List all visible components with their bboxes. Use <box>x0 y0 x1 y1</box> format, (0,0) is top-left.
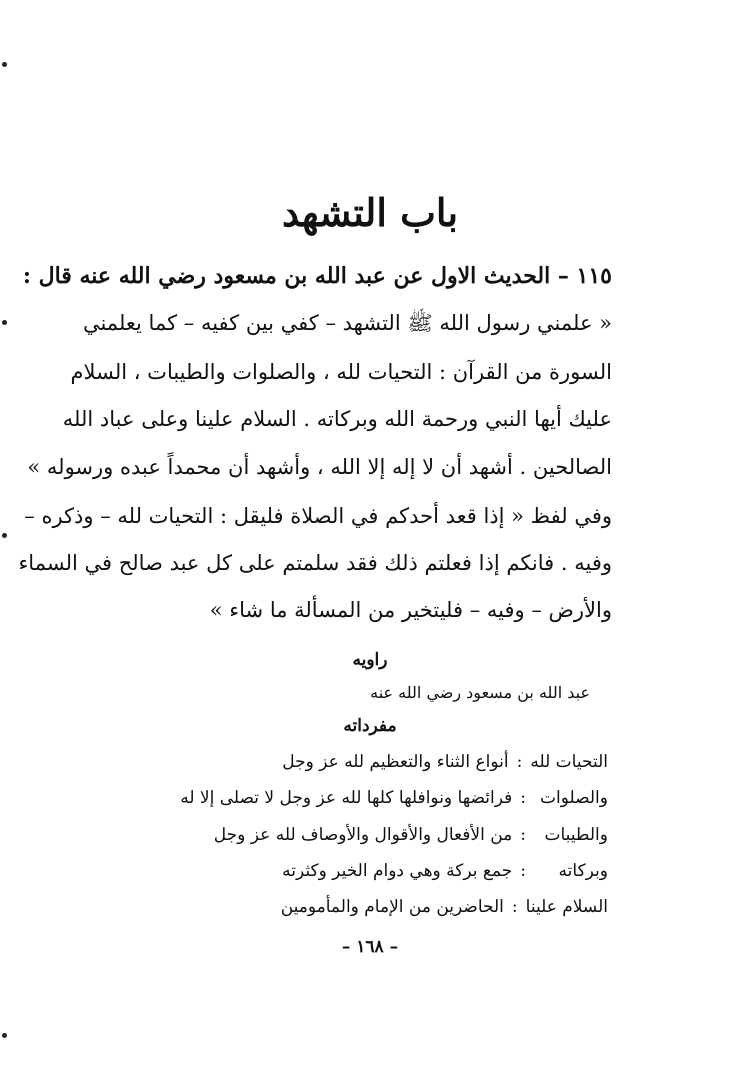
hadith-line: وفي لفظ « إذا قعد أحدكم في الصلاة فليقل : التحيات لله – وذكره – <box>24 504 612 528</box>
vocab-definition: من الأفعال والأقوال والأوصاف لله عز وجل <box>213 825 513 845</box>
hadith-line: وفيه . فانكم إذا فعلتم ذلك فقد سلمتم على كل عبد صالح في السماء <box>18 551 612 575</box>
vocab-item: التحيات لله:أنواع الثناء والتعظيم لله عز وجل <box>282 752 608 772</box>
hadith-heading: الحديث الاول <box>431 263 551 289</box>
vocab-item: والطيبات:من الأفعال والأقوال والأوصاف لله عز وجل <box>213 825 608 845</box>
chapter-title: باب التشهد <box>281 190 459 235</box>
narrator-text: عبد الله بن مسعود رضي الله عنه <box>370 683 590 702</box>
hadith-line: عن عبد الله بن مسعود رضي الله عنه قال : <box>22 263 424 289</box>
hadith-line: عليك أيها النبي ورحمة الله وبركاته . السلام علينا وعلى عباد الله <box>62 407 612 431</box>
vocab-item: السلام علينا:الحاضرين من الإمام والمأمومين <box>280 897 608 917</box>
vocab-definition: جمع بركة وهي دوام الخير وكثرته <box>282 861 513 881</box>
margin-dot <box>2 533 7 538</box>
hadith-line: الصالحين . أشهد أن لا إله إلا الله ، وأشهد أن محمداً عبده ورسوله » <box>27 455 612 479</box>
hadith-line-last: والأرض – وفيه – فليتخير من المسألة ما شاء » <box>209 598 612 622</box>
hadith-number: ١١٥ <box>576 263 612 289</box>
narrator-heading: راويه <box>352 650 388 670</box>
vocab-term: التحيات لله <box>530 752 608 772</box>
vocab-term: والصلوات <box>540 788 608 808</box>
vocab-item: وبركاته:جمع بركة وهي دوام الخير وكثرته <box>282 861 608 881</box>
vocab-definition: أنواع الثناء والتعظيم لله عز وجل <box>282 752 509 772</box>
hadith-first-line: ١١٥ – الحديث الاول عن عبد الله بن مسعود رضي الله عنه قال : <box>22 263 612 289</box>
margin-dot <box>2 62 7 67</box>
hadith-line: السورة من القرآن : التحيات لله ، والصلوات والطيبات ، السلام <box>70 360 612 384</box>
vocab-term: وبركاته <box>558 861 608 881</box>
vocabulary-heading: مفرداته <box>343 716 397 736</box>
margin-dot <box>2 1033 7 1038</box>
vocab-term: السلام علينا <box>525 897 608 917</box>
page-number: – ١٦٨ – <box>341 937 399 957</box>
vocab-definition: الحاضرين من الإمام والمأمومين <box>280 897 504 917</box>
margin-dot <box>2 320 7 325</box>
vocab-item: والصلوات:فرائضها ونوافلها كلها لله عز وجل لا تصلى إلا له <box>180 788 608 808</box>
vocab-definition: فرائضها ونوافلها كلها لله عز وجل لا تصلى إلا له <box>180 788 513 808</box>
hadith-line: « علمني رسول الله ﷺ التشهد – كفي بين كفيه – كما يعلمني <box>82 311 612 335</box>
vocab-term: والطيبات <box>544 825 608 845</box>
